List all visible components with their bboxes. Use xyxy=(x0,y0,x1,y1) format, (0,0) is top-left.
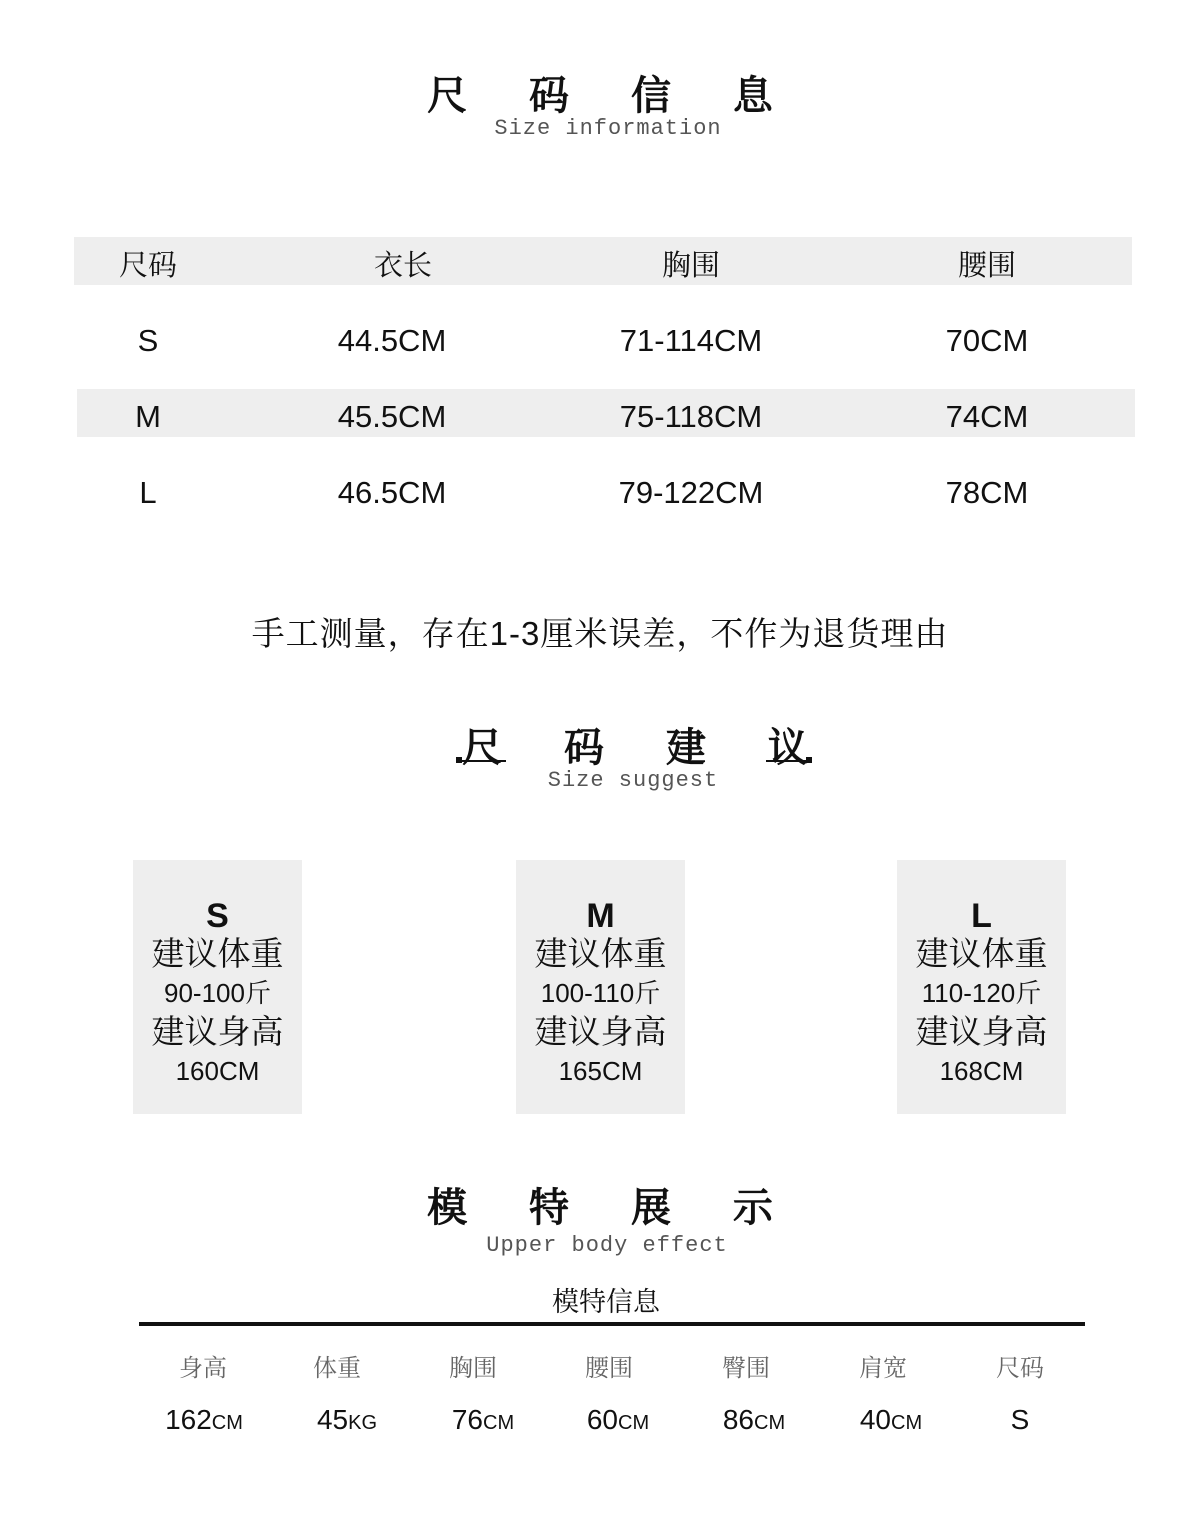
card-size: M xyxy=(586,897,615,935)
table-cell: 79-122CM xyxy=(618,475,764,510)
suggest-card-l xyxy=(897,860,1066,1114)
table-cell: 44.5CM xyxy=(337,323,447,358)
model-value: S xyxy=(1010,1404,1030,1435)
model-header: 腰围 xyxy=(585,1355,633,1382)
table-cell: 75-118CM xyxy=(619,399,763,434)
model-header: 身高 xyxy=(179,1355,227,1382)
model-subtitle: Upper body effect xyxy=(486,1233,728,1258)
card-height: 168CM xyxy=(939,1056,1024,1086)
table-cell: 70CM xyxy=(945,323,1029,358)
table-cell: 78CM xyxy=(945,475,1029,510)
model-value: 45KG xyxy=(316,1404,378,1435)
card-weight: 110-120斤 xyxy=(921,978,1042,1008)
model-header: 体重 xyxy=(313,1355,361,1382)
model-value: 86CM xyxy=(722,1404,786,1435)
table-cell: 74CM xyxy=(945,399,1029,434)
size-suggest-subtitle: Size suggest xyxy=(547,768,719,793)
card-weight-label: 建议体重 xyxy=(534,935,667,972)
card-height-label: 建议身高 xyxy=(151,1013,284,1050)
card-height-label: 建议身高 xyxy=(534,1013,667,1050)
model-header: 尺码 xyxy=(996,1355,1044,1382)
card-height: 160CM xyxy=(175,1056,260,1086)
model-header: 胸围 xyxy=(449,1355,497,1382)
table-cell: 46.5CM xyxy=(337,475,447,510)
size-info-subtitle: Size information xyxy=(494,116,722,141)
model-table-rule xyxy=(139,1322,1085,1326)
model-value: 40CM xyxy=(859,1404,923,1435)
size-suggest-title: 尺 码 建 议 xyxy=(462,724,832,771)
size-info-title: 尺 码 信 息 xyxy=(427,72,797,119)
table-cell: M xyxy=(135,399,161,434)
header-chest: 胸围 xyxy=(661,250,720,282)
header-waist: 腰围 xyxy=(957,250,1016,282)
table-cell: L xyxy=(139,475,157,510)
suggest-card-m xyxy=(516,860,685,1114)
card-weight: 90-100斤 xyxy=(164,978,271,1008)
model-value: 60CM xyxy=(586,1404,650,1435)
card-weight-label: 建议体重 xyxy=(151,935,284,972)
table-cell: 45.5CM xyxy=(337,399,447,434)
card-height: 165CM xyxy=(558,1056,643,1086)
suggest-card-s xyxy=(133,860,302,1114)
model-value: 76CM xyxy=(451,1404,515,1435)
model-value: 162CM xyxy=(165,1404,243,1435)
table-cell: S xyxy=(137,323,159,358)
model-header: 肩宽 xyxy=(859,1355,907,1382)
header-size: 尺码 xyxy=(118,250,177,282)
card-weight: 100-110斤 xyxy=(540,978,661,1008)
measurement-note: 手工测量，存在1-3厘米误差，不作为退货理由 xyxy=(251,615,949,652)
model-title: 模 特 展 示 xyxy=(427,1184,797,1231)
card-weight-label: 建议体重 xyxy=(915,935,1048,972)
header-length: 衣长 xyxy=(373,250,432,282)
model-table-title: 模特信息 xyxy=(552,1287,660,1317)
table-cell: 71-114CM xyxy=(619,323,763,358)
card-size: S xyxy=(206,897,229,935)
card-height-label: 建议身高 xyxy=(915,1013,1048,1050)
card-size: L xyxy=(971,897,992,935)
model-header: 臀围 xyxy=(722,1355,770,1382)
